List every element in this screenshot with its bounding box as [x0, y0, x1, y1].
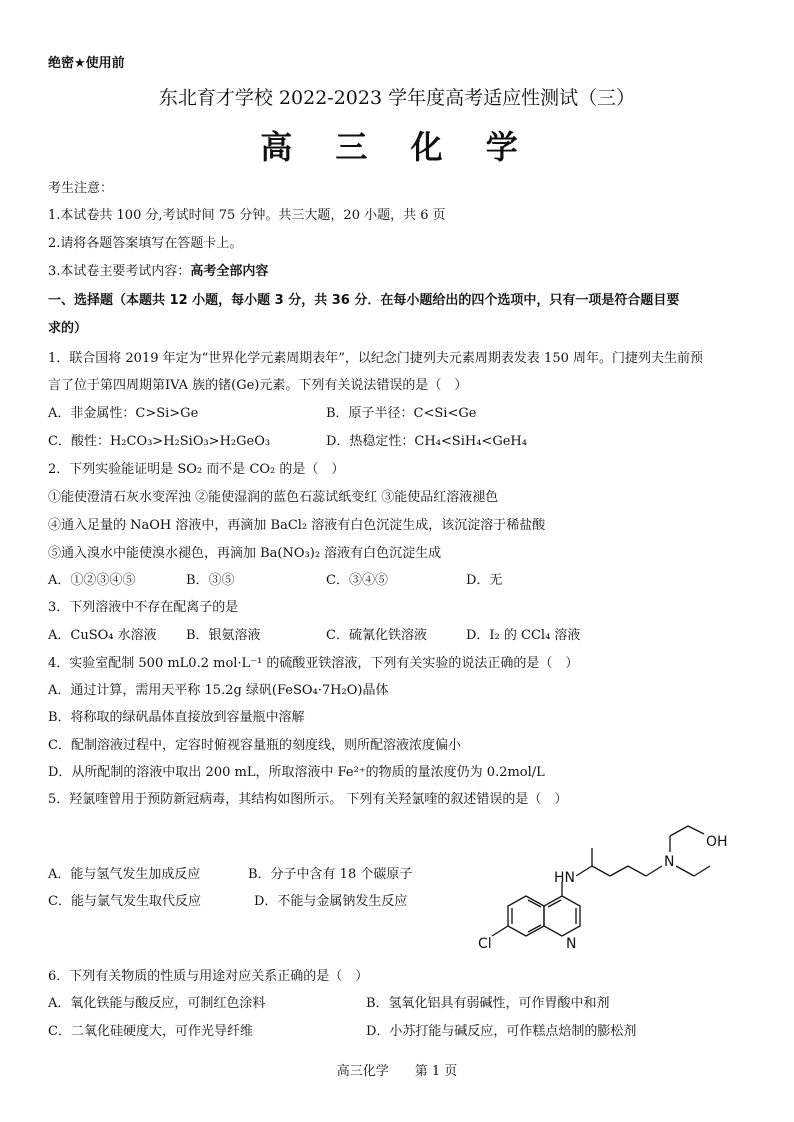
q6-option-d: D．小苏打能与碱反应，可作糕点焙制的膨松剂 [366, 1024, 637, 1039]
q3-option-b: B．银氨溶液 [186, 628, 261, 643]
confidential-label: 绝密★使用前 [48, 56, 125, 71]
q2-stem: 2．下列实验能证明是 SO₂ 而不是 CO₂ 的是（ ） [48, 462, 345, 477]
section-heading-line2: 求的） [48, 321, 88, 336]
q5-option-a: A．能与氢气发生加成反应 [48, 867, 201, 882]
q3-option-a: A．CuSO₄ 水溶液 [48, 628, 157, 643]
exam-subject-title: 高 三 化 学 [260, 128, 534, 166]
exam-school-title: 东北育才学校 2022-2023 学年度高考适应性测试（三） [158, 87, 636, 109]
q2-statement-5: ⑤通入溴水中能使溴水褪色，再滴加 Ba(NO₃)₂ 溶液有白色沉淀生成 [48, 546, 442, 561]
q6-stem: 6．下列有关物质的性质与用途对应关系正确的是（ ） [48, 969, 369, 984]
q2-statement-1-3: ①能使澄清石灰水变浑浊 ②能使湿润的蓝色石蕊试纸变红 ③能使品红溶液褪色 [48, 490, 499, 505]
q5-option-c: C．能与氯气发生取代反应 [48, 894, 201, 909]
hydroxychloroquine-structure [470, 820, 740, 960]
q1-option-d: D．热稳定性：CH₄<SiH₄<GeH₄ [326, 434, 527, 449]
q1-option-a: A．非金属性：C>Si>Ge [48, 406, 199, 421]
page-footer: 高三化学 第 1 页 [336, 1064, 458, 1079]
q3-option-d: D．I₂ 的 CCl₄ 溶液 [466, 628, 581, 643]
q4-option-a: A．通过计算，需用天平称 15.2g 绿矾(FeSO₄·7H₂O)晶体 [48, 683, 389, 698]
q2-option-d: D．无 [466, 573, 503, 588]
q6-option-c: C．二氧化硅硬度大，可作光导纤维 [48, 1024, 253, 1039]
notice-item-3-text: 3.本试卷主要考试内容： [48, 264, 191, 279]
notice-content-bold: 高考全部内容 [190, 264, 269, 279]
atom-cl-label: Cl [478, 936, 492, 952]
q2-option-b: B．③⑤ [186, 573, 235, 588]
q6-option-a: A．氧化铁能与酸反应，可制红色涂料 [48, 996, 266, 1011]
atom-hn-label: HN [554, 870, 575, 886]
q4-option-c: C．配制溶液过程中，定容时俯视容量瓶的刻度线，则所配溶液浓度偏小 [48, 738, 461, 753]
q2-statement-4: ④通入足量的 NaOH 溶液中，再滴加 BaCl₂ 溶液有白色沉淀生成，该沉淀溶于稀盐酸 [48, 518, 546, 533]
q4-option-b: B．将称取的绿矾晶体直接放到容量瓶中溶解 [48, 710, 305, 725]
atom-n-label: N [664, 854, 675, 870]
q5-stem: 5．羟氯喹曾用于预防新冠病毒，其结构如图所示。 下列有关羟氯喹的叙述错误的是（ ） [48, 792, 568, 807]
q6-option-b: B．氢氧化铝具有弱碱性，可作胃酸中和剂 [366, 996, 610, 1011]
notice-item-2: 2.请将各题答案填写在答题卡上。 [48, 236, 243, 251]
q5-option-b: B．分子中含有 18 个碳原子 [248, 867, 413, 882]
atom-ring-n-label: N [566, 936, 577, 952]
q1-stem-line1: 1．联合国将 2019 年定为“世界化学元素周期表年”，以纪念门捷列夫元素周期表发表 150 周年。门捷列夫生前预 [48, 351, 703, 366]
notice-item-3 [48, 263, 268, 281]
q5-option-d: D．不能与金属钠发生反应 [254, 894, 408, 909]
notice-item-1: 1.本试卷共 100 分,考试时间 75 分钟。共三大题，20 小题，共 6 页 [48, 208, 446, 223]
q4-stem: 4．实验室配制 500 mL0.2 mol·L⁻¹ 的硫酸亚铁溶液，下列有关实验的说法正确的是（ ） [48, 656, 579, 671]
q3-option-c: C．硫氰化铁溶液 [326, 628, 427, 643]
q4-option-d: D．从所配制的溶液中取出 200 mL，所取溶液中 Fe²⁺的物质的量浓度仍为 0.2mol/L [48, 765, 545, 780]
q2-option-a: A．①②③④⑤ [48, 573, 136, 588]
notice-title: 考生注意： [48, 181, 114, 196]
q3-stem: 3．下列溶液中不存在配离子的是 [48, 600, 239, 615]
q1-stem-line2: 言了位于第四周期第IVA 族的锗(Ge)元素。下列有关说法错误的是（ ） [48, 378, 468, 393]
q2-option-c: C．③④⑤ [326, 573, 388, 588]
q1-option-c: C．酸性：H₂CO₃>H₂SiO₃>H₂GeO₃ [48, 434, 271, 449]
atom-oh-label: OH [706, 834, 728, 850]
section-heading-line1: 一、选择题（本题共 12 小题，每小题 3 分，共 36 分．在每小题给出的四个选项中，只有一项是符合题目要 [48, 293, 680, 308]
q1-option-b: B．原子半径：C<Si<Ge [326, 406, 477, 421]
